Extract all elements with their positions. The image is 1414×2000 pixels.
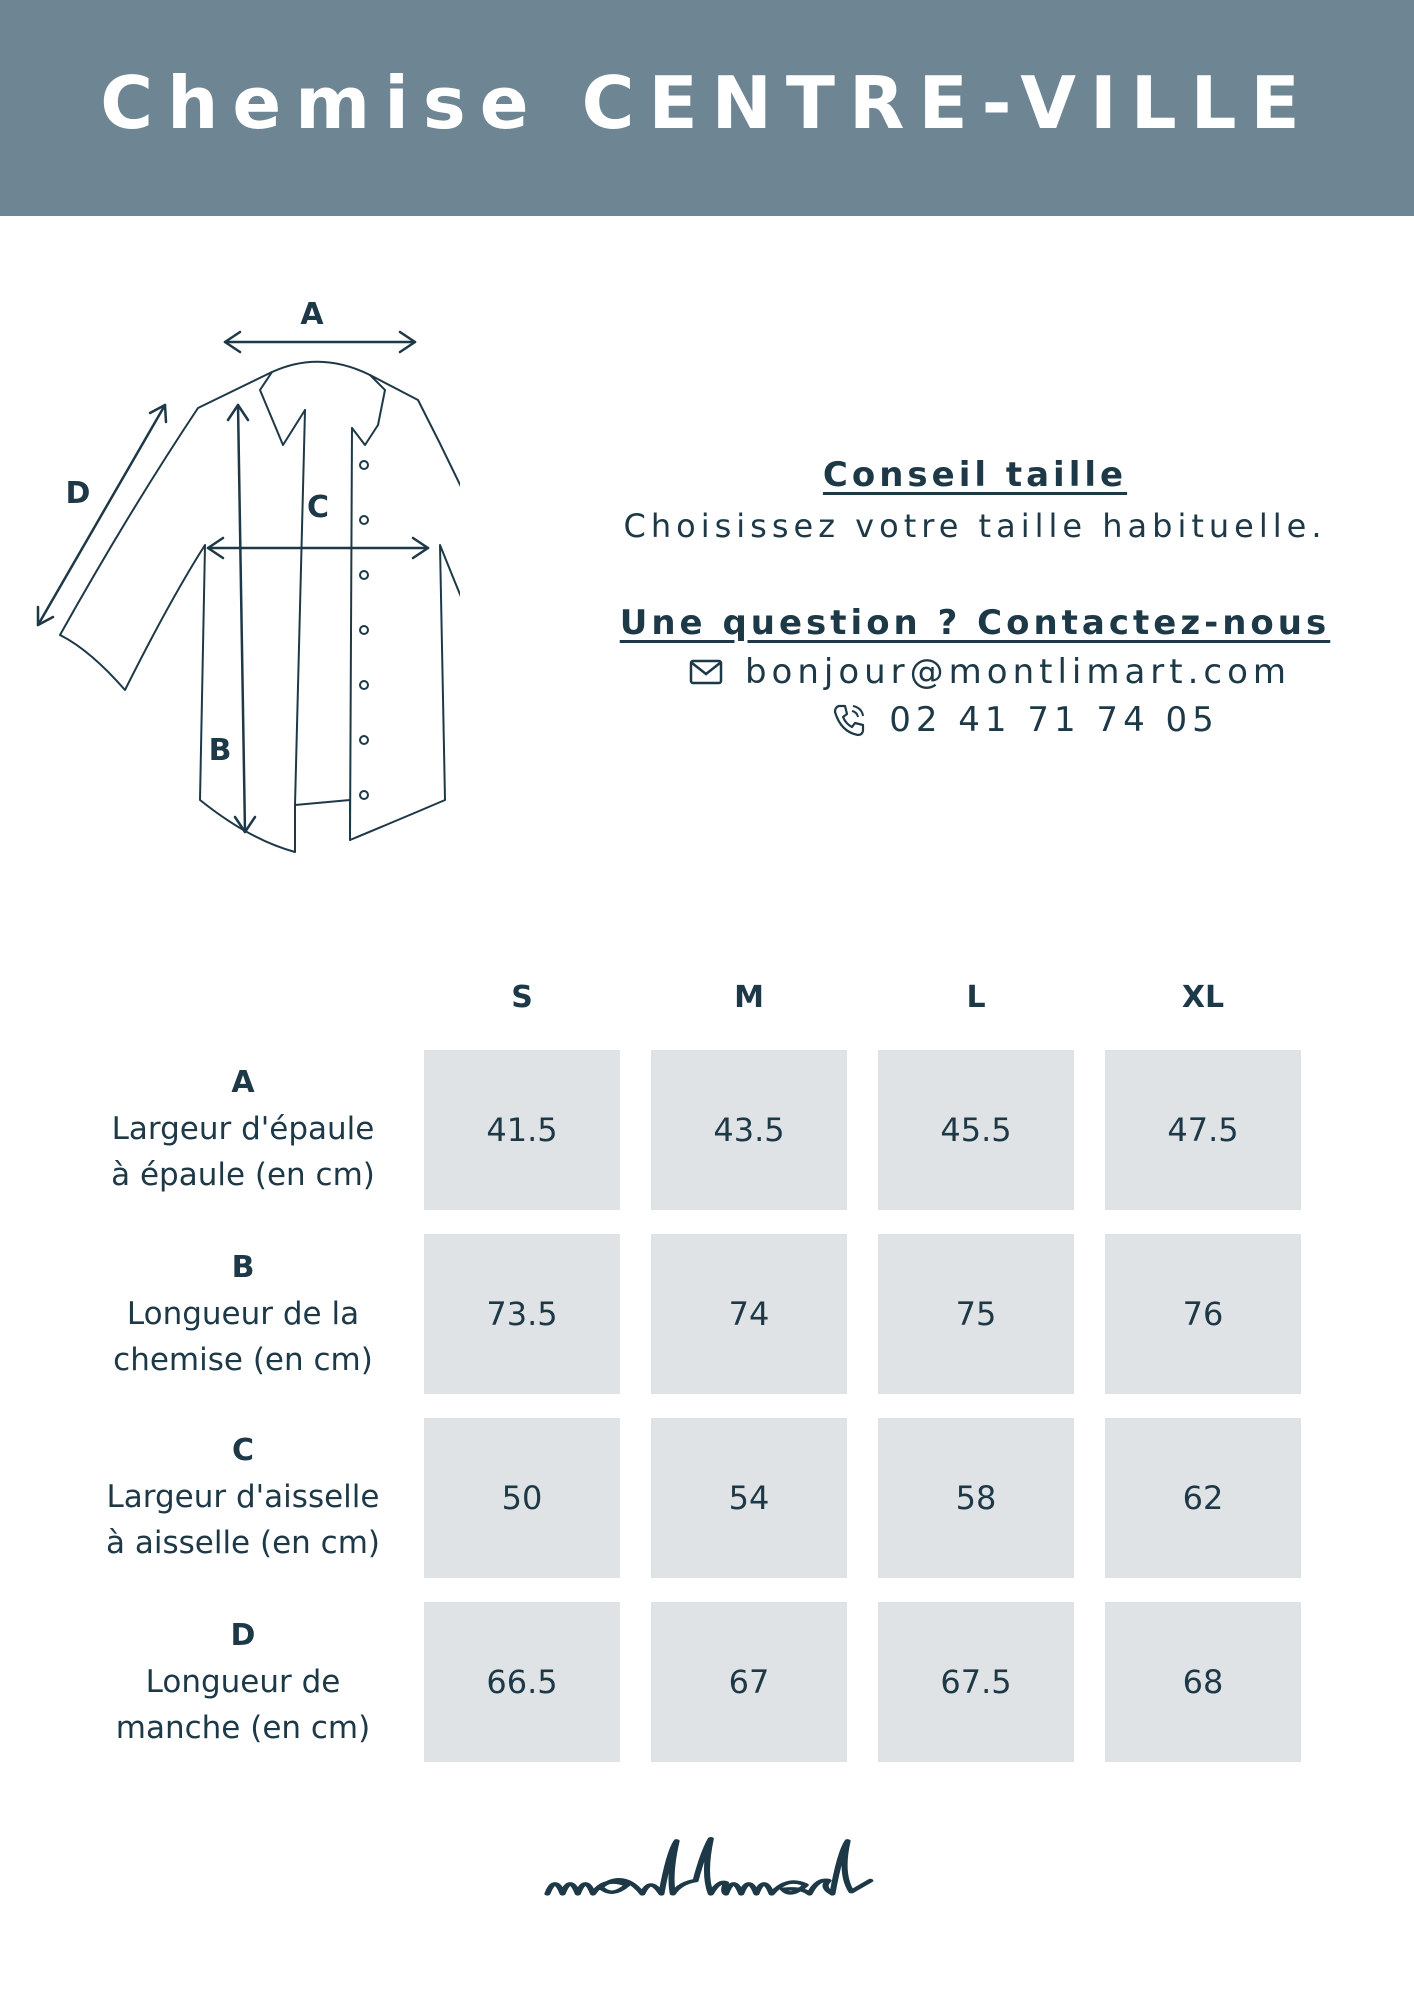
row-label-line: à aisselle (en cm) xyxy=(106,1525,380,1561)
cell-a-l: 45.5 xyxy=(878,1050,1074,1210)
row-label-c xyxy=(82,1428,404,1566)
cell-b-s: 73.5 xyxy=(424,1234,620,1394)
measurement-arrows xyxy=(38,332,428,832)
row-label-a xyxy=(82,1060,404,1198)
mail-icon xyxy=(689,659,723,685)
diagram-label-b: B xyxy=(208,733,232,768)
cell-d-l: 67.5 xyxy=(878,1602,1074,1762)
row-letter: D xyxy=(230,1618,256,1653)
size-header-s: S xyxy=(511,980,533,1015)
montlimart-logo xyxy=(536,1830,876,1910)
diagram-label-a: A xyxy=(300,297,324,332)
cell-a-xl: 47.5 xyxy=(1105,1050,1301,1210)
cell-c-m: 54 xyxy=(651,1418,847,1578)
phone-number[interactable]: 02 41 71 74 05 xyxy=(889,700,1219,740)
advice-heading: Conseil taille xyxy=(822,455,1128,495)
cell-c-l: 58 xyxy=(878,1418,1074,1578)
cell-a-m: 43.5 xyxy=(651,1050,847,1210)
phone-contact[interactable] xyxy=(690,696,1360,744)
cell-d-s: 66.5 xyxy=(424,1602,620,1762)
header-banner xyxy=(0,0,1414,216)
row-label-line: manche (en cm) xyxy=(115,1710,371,1746)
cell-d-xl: 68 xyxy=(1105,1602,1301,1762)
contact-heading: Une question ? Contactez-nous xyxy=(619,603,1331,643)
cell-a-s: 41.5 xyxy=(424,1050,620,1210)
row-label-line: chemise (en cm) xyxy=(113,1342,373,1378)
email-address[interactable]: bonjour@montlimart.com xyxy=(744,652,1292,692)
row-label-line: Largeur d'aisselle xyxy=(106,1479,380,1515)
cell-b-m: 74 xyxy=(651,1234,847,1394)
row-label-line: Longueur de la xyxy=(126,1296,360,1332)
size-advice xyxy=(590,450,1360,744)
row-label-line: Largeur d'épaule xyxy=(111,1111,375,1147)
row-label-d xyxy=(82,1613,404,1751)
phone-icon xyxy=(831,702,867,738)
cell-b-l: 75 xyxy=(878,1234,1074,1394)
size-header-m: M xyxy=(734,980,764,1015)
shirt-diagram xyxy=(20,280,460,880)
shirt-illustration xyxy=(20,280,460,880)
row-letter: C xyxy=(231,1433,255,1468)
row-label-line: Longueur de xyxy=(145,1664,341,1700)
cell-b-xl: 76 xyxy=(1105,1234,1301,1394)
row-label-b xyxy=(82,1245,404,1383)
row-letter: A xyxy=(231,1065,255,1100)
row-letter: B xyxy=(231,1250,255,1285)
size-header-xl: XL xyxy=(1181,980,1225,1015)
brand-logo xyxy=(536,1830,876,1910)
page-title: Chemise CENTRE-VILLE xyxy=(100,61,1314,145)
cell-c-s: 50 xyxy=(424,1418,620,1578)
shirt-buttons xyxy=(360,461,368,799)
cell-d-m: 67 xyxy=(651,1602,847,1762)
advice-text: Choisissez votre taille habituelle. xyxy=(623,507,1327,545)
diagram-label-c: C xyxy=(306,490,330,525)
cell-c-xl: 62 xyxy=(1105,1418,1301,1578)
row-label-line: à épaule (en cm) xyxy=(111,1157,375,1193)
size-header-l: L xyxy=(966,980,986,1015)
shirt-outline xyxy=(60,362,460,852)
email-contact[interactable] xyxy=(620,648,1360,696)
diagram-label-d: D xyxy=(65,476,91,511)
